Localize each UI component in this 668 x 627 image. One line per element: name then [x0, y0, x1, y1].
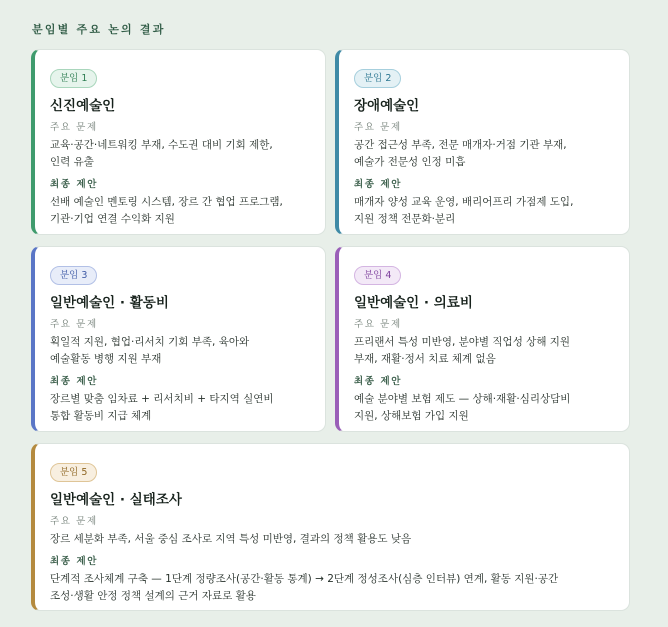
proposal-text: 매개자 양성 교육 운영, 배리어프리 가점제 도입, 지원 정책 전문화·분리: [354, 196, 574, 225]
issue-label: 주요 문제: [50, 122, 98, 133]
group-badge: 분임 2: [354, 69, 401, 88]
issue-label: 주요 문제: [354, 319, 402, 330]
group-card-3: [31, 246, 326, 432]
issue-text: 공간 접근성 부족, 전문 매개자·거점 기관 부재, 예술가 전문성 인정 미흡: [354, 139, 567, 168]
group-badge: 분임 3: [50, 266, 97, 285]
group-card-4: [335, 246, 630, 432]
issue-label: 주요 문제: [50, 319, 98, 330]
proposal-label: 최종 제안: [50, 376, 99, 387]
group-title: 일반예술인 · 의료비: [354, 295, 473, 311]
issue-text: 획일적 지원, 협업·리서치 기회 부족, 육아와 예술활동 병행 지원 부재: [50, 336, 250, 365]
proposal-text: 단계적 조사체계 구축 — 1단계 정량조사(공간·활동 통계) → 2단계 정성조사(심층 인터뷰) 연계, 활동 지원·공간 조성·생활 안정 정책 설계의 근거 자료로 활용: [50, 573, 559, 602]
issue-text: 프리랜서 특성 미반영, 분야별 직업성 상해 지원 부재, 재활·정서 치료 체계 없음: [354, 336, 571, 365]
issue-text: 교육·공간·네트워킹 부재, 수도권 대비 기회 제한, 인력 유출: [50, 139, 273, 168]
proposal-text: 선배 예술인 멘토링 시스템, 장르 간 협업 프로그램, 기관·기업 연결 수익화 지원: [50, 196, 283, 225]
group-title: 일반예술인 · 활동비: [50, 295, 169, 311]
issue-label: 주요 문제: [50, 516, 98, 527]
group-card-1: [31, 49, 326, 235]
proposal-label: 최종 제안: [354, 376, 403, 387]
group-card-2: [335, 49, 630, 235]
group-title: 신진예술인: [50, 98, 116, 114]
group-badge: 분임 5: [50, 463, 97, 482]
group-badge: 분임 1: [50, 69, 97, 88]
proposal-label: 최종 제안: [50, 556, 99, 567]
group-title: 장애예술인: [354, 98, 420, 114]
group-card-5: [31, 443, 630, 611]
proposal-text: 장르별 맞춤 임차료 + 리서치비 + 타지역 실연비 통합 활동비 지급 체계: [50, 393, 274, 422]
proposal-label: 최종 제안: [50, 179, 99, 190]
issue-label: 주요 문제: [354, 122, 402, 133]
issue-text: 장르 세분화 부족, 서울 중심 조사로 지역 특성 미반영, 결과의 정책 활용도 낮음: [50, 533, 412, 545]
group-title: 일반예술인 · 실태조사: [50, 492, 182, 508]
group-badge: 분임 4: [354, 266, 401, 285]
section-heading: 분임별 주요 논의 결과: [32, 23, 166, 36]
proposal-label: 최종 제안: [354, 179, 403, 190]
proposal-text: 예술 분야별 보험 제도 — 상해·재활·심리상담비 지원, 상해보험 가입 지원: [354, 393, 571, 422]
